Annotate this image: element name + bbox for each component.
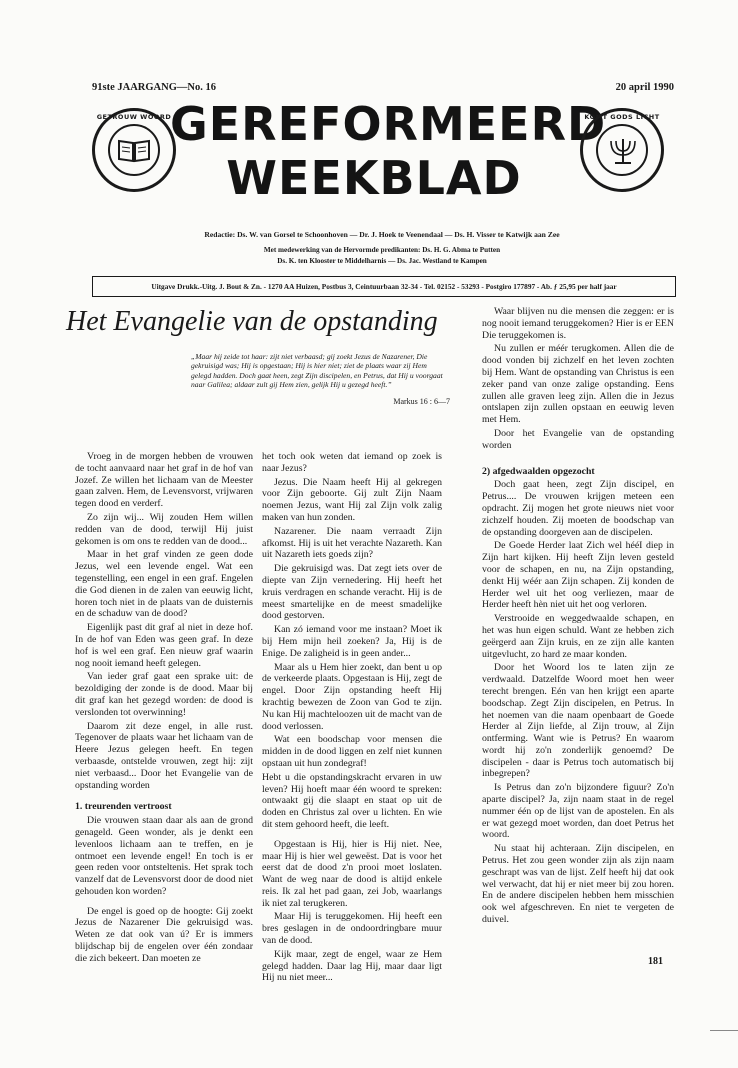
open-book-icon — [117, 137, 151, 163]
paragraph: Nazarener. Die naam verraadt Zijn afkomst. Hij is uit het verachte Nazareth. Kan uit Nazareth iets goeds zijn? — [262, 525, 442, 561]
right-seal-text: KOMT GODS LICHT — [584, 113, 660, 121]
paragraph: Van ieder graf gaat een sprake uit: de bezoldiging der zonde is de dood. Maar bij dit graf kan het gezegd worden: de dood is verslonden tot overwinning! — [75, 671, 253, 718]
paragraph: Door het Woord los te laten zijn ze verdwaald. Datzelfde Woord moet hen weer terecht brengen. Eén van hen krijgt een aparte boodschap. Zegt Zijn discipelen, en Petrus. In het noemen van die naam openbaart de Goede Herder al Zijn liefde, al Zijn trouw, al Zijn ontferming. Want wie is Petrus? En waarom wordt hij zo'n zonderlijk genoemd? De discipelen - daar is Petrus toch automatisch bij inbegrepen? — [482, 662, 674, 780]
contributors-line-1: Met medewerking van de Hervormde predikanten: Ds. H. G. Abma te Putten — [263, 246, 501, 254]
paragraph: Door het Evangelie van de opstanding worden — [482, 427, 674, 451]
paragraph: het toch ook weten dat iemand op zoek is naar Jezus? — [262, 451, 442, 474]
editors-line: Redactie: Ds. W. van Gorsel te Schoonhoven — Dr. J. Hoek te Veenendaal — Ds. H. Visser te Katwijk aan Zee — [204, 230, 560, 239]
paragraph: Kijk maar, zegt de engel, waar ze Hem gelegd hadden. Daar lag Hij, maar daar ligt Hij nu niet meer... — [262, 948, 442, 984]
paragraph: Die gekruisigd was. Dat zegt iets over de diepte van Zijn vernedering. Hij heeft het kruis verdragen en schande veracht. Hij is de meest smartelijke en de meest smadelijke dood gestorven. — [262, 563, 442, 622]
paragraph: Die vrouwen staan daar als aan de grond genageld. Geen wonder, als je denkt een levenloos lichaam aan te treffen, en je ontmoet een levende engel! En toch is er geen reden voor ontsteltenis. Het sprak toch vanzelf dat de Levensvorst door de dood niet gehouden kon worden? — [75, 815, 253, 897]
masthead-title-line1: GEREFORMEERD — [170, 97, 607, 151]
article-title: Het Evangelie van de opstanding — [66, 306, 438, 337]
section-heading-1: 1. treurenden vertroost — [75, 801, 172, 813]
paragraph: Zo zijn wij... Wij zouden Hem willen redden van de dood, terwijl Hij juist gekomen is om ons te redden van de dood... — [75, 511, 253, 547]
paragraph: Hebt u die opstandingskracht ervaren in uw leven? Hij hoeft maar één woord te spreken: ontwaakt gij die slaapt en staat op uit de doden en Christus zal over u lichten. En wie dit stem gehoord heeft, die leeft. — [262, 771, 442, 830]
right-seal-emblem — [580, 108, 664, 192]
paragraph: Maar Hij is teruggekomen. Hij heeft een bres geslagen in de ondoordringbare muur van de dood. — [262, 911, 442, 947]
paragraph: Doch gaat heen, zegt Zijn discipel, en Petrus.... De vrouwen krijgen meteen een opdracht. Zij mogen het grote nieuws niet voor zichzelf houden. Zij moeten de boodschap van de opstanding doorgeven aan de discipelen. — [482, 479, 674, 538]
page-number: 181 — [648, 956, 663, 967]
masthead-title-line2: WEEKBLAD — [226, 151, 522, 205]
paragraph: Daarom zit deze engel, in alle rust. Tegenover de plaats waar het lichaam van de Heere Jezus gelegen heeft. En tegen verbaasde, ontstelde vrouwen, zegt hij: zijt niet verbaasd... Door het Evangelie van de opstanding worden — [75, 720, 253, 791]
menorah-icon — [605, 133, 641, 167]
article-column-1 — [75, 451, 253, 967]
paragraph: Nu staat hij achteraan. Zijn discipelen, en Petrus. Het zou geen wonder zijn als zijn naam geschrapt was van de lijst. Zelf heeft hij dat ook wel verwacht, dat hij er niet meer bij zou horen. En de andere discipelen hebben hem misschien ook wel afgeschreven. En niet te vergeten de duivel. — [482, 843, 674, 926]
contributors-line-2: Ds. K. ten Klooster te Middelharnis — Ds. Jac. Westland te Kampen — [277, 257, 487, 265]
left-seal-text: GETROUW WOORD — [96, 113, 172, 121]
left-seal-emblem — [92, 108, 176, 192]
issue-number: 91ste JAARGANG—No. 16 — [92, 82, 216, 93]
bottom-rule — [710, 1030, 738, 1031]
paragraph: Eigenlijk past dit graf al niet in deze hof. In de hof van Eden was geen graf. In deze hof is wel een graf. Een nieuw graf waarin nog nooit iemand heeft gelegen. — [75, 622, 253, 669]
scripture-quote: „Maar hij zeide tot haar: zijt niet verbaasd; gij zoekt Jezus de Nazarener, Die gekruisigd was; Hij is opgestaan; Hij is hier niet; ziet de plaats waar zij Hem gelegd hadden. Doch gaat heen, zegt Zijn discipelen, en Petrus, dat Hij u voorgaat naar Galilea; aldaar zult gij Hem zien, gelijk Hij u gezegd heeft.” — [191, 352, 443, 389]
paragraph: Is Petrus dan zo'n bijzondere figuur? Zo'n aparte discipel? Ja, zijn naam staat in de regel nummer één op de lijst van de apostelen. En als er wat gezegd moet worden, dan doet Petrus het woord. — [482, 782, 674, 841]
paragraph: Opgestaan is Hij, hier is Hij niet. Nee, maar Hij is hier wel geweëst. Dat is voor het eerst dat de dood z'n prooi moet loslaten. Want de weg naar de dood is altijd enkele reis. Ik zal het pad gaan, zei Job, waarlangs ik niet zal terugkeren. — [262, 838, 442, 909]
paragraph: Maar in het graf vinden ze geen dode Jezus, wel een levende engel. Wat een tegenstelling, een engel in een graf. Engelen die God dienen in de zalen van eeuwig licht, horen toch niet in de plaats van de duisternis en de schaduw van de dood? — [75, 549, 253, 620]
paragraph: Nu zullen er méér terugkomen. Allen die de dood vonden bij zichzelf en het leven zochten bij Hem. Want de opstanding van Christus is een zeker pand van onze zalige opstanding. Eens zullen alle graven leeg zijn. Allen die in Jezus ontslapen zijn zullen opstaan en eeuwig leven met Hem. — [482, 343, 674, 426]
paragraph: Kan zó iemand voor me instaan? Moet ik bij Hem mijn heil zoeken? Ja, Hij is de Enige. De zaligheid is in geen ander... — [262, 624, 442, 659]
article-column-3 — [482, 306, 674, 928]
paragraph: Vroeg in de morgen hebben de vrouwen de tocht aanvaard naar het graf in de hof van Jozef. Ze willen het lichaam van de Meester gaan zalven. Hem, de Levensvorst, vrijwaren tegen dood en verderf. — [75, 451, 253, 510]
paragraph: De engel is goed op de hoogte: Gij zoekt Jezus de Nazarener Die gekruisigd was. Weten ze dat ook van ú? Er is immers blijdschap bij de engelen over één zondaar die zich bekeert. Dan moeten ze — [75, 905, 253, 964]
publisher-box: Uitgave Drukk.-Uitg. J. Bout & Zn. - 1270 AA Huizen, Postbus 3, Ceintuurbaan 32-34 - Tel. 02152 - 53293 - Postgiro 177897 - Ab. ƒ 25,95 per half jaar — [92, 276, 676, 297]
paragraph: Waar blijven nu die mensen die zeggen: er is nog nooit iemand teruggekomen? Hier is er EEN Die teruggekomen is. — [482, 306, 674, 341]
paragraph: Maar als u Hem hier zoekt, dan bent u op de verkeerde plaats. Opgestaan is Hij, zegt de engel. Door Zijn opstanding heeft Hij krachtig bewezen de Zoon van God te zijn. Nu kan Hij machteloozen uit de macht van de dood verlossen. — [262, 661, 442, 732]
scripture-reference: Markus 16 : 6—7 — [393, 397, 450, 406]
issue-date: 20 april 1990 — [615, 82, 674, 93]
section-heading-2: 2) afgedwaalden opgezocht — [482, 465, 595, 477]
article-column-2 — [262, 451, 442, 986]
paragraph: Wat een boodschap voor mensen die midden in de dood liggen en zelf niet kunnen opstaan uit hun zondegraf! — [262, 734, 442, 769]
paragraph: Verstrooide en weggedwaalde schapen, en het was hun eigen schuld. Want ze hebben zich geërgerd aan Zijn kruis, en ze zijn alle kanten uitgevlucht, zo hard ze maar konden. — [482, 613, 674, 660]
paragraph: Jezus. Die Naam heeft Hij al gekregen voor Zijn geboorte. Gij zult Zijn Naam noemen Jezus, want Hij zal Zijn volk zalig maken van hun zonden. — [262, 476, 442, 523]
paragraph: De Goede Herder laat Zich wel hééI diep in Zijn hart kijken. Hij heeft Zijn leven gesteld voor de schapen, en nu, na Zijn opstanding, denkt Hij wéér aan Zijn schapen. Zij konden de Herder wel uit het oog verliezen, maar de Herder heeft hèn niet uit het oog verloren. — [482, 540, 674, 611]
